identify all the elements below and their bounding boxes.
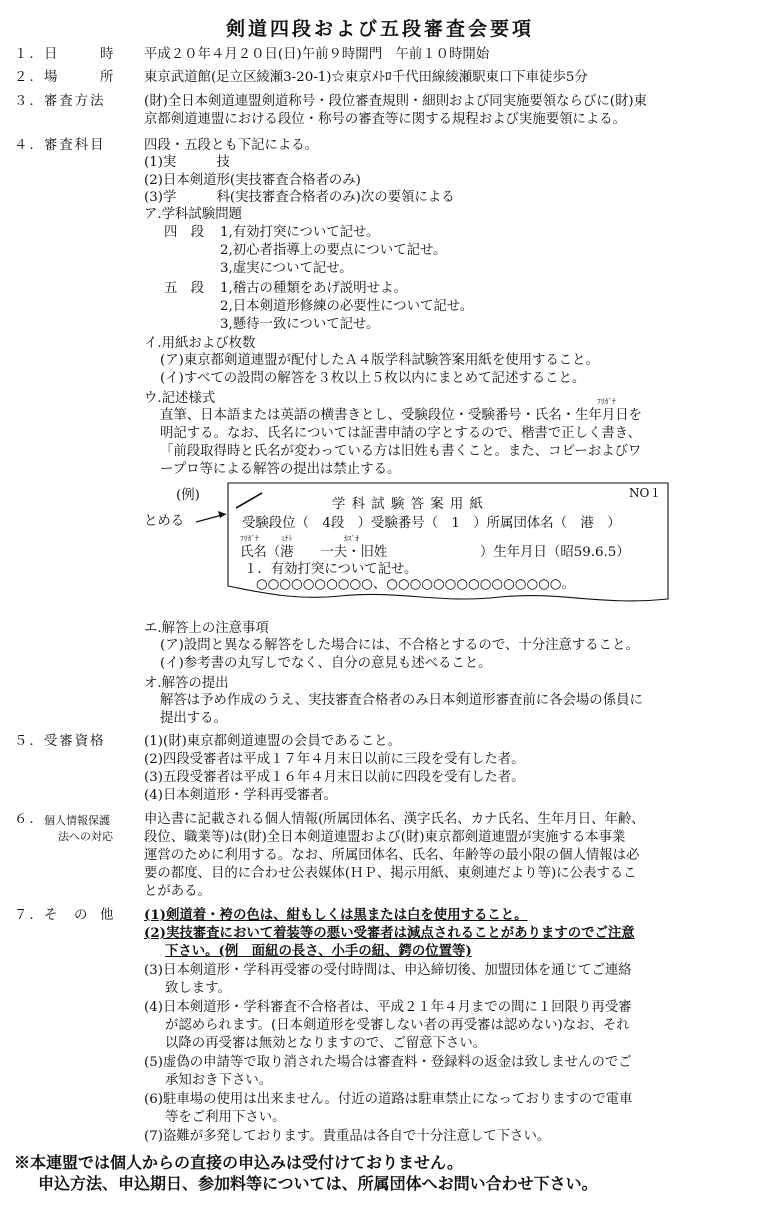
dan-5-question: 3,懸待一致について記せ。 (220, 317, 380, 332)
format-line: 「前段取得時と氏名が変わっている方は旧姓も書くこと。また、コピーおよびワ (160, 444, 642, 459)
section-4-label: 審査科目 (44, 138, 106, 153)
sheet-question: １．有効打突について記せ。 (244, 562, 418, 577)
section-3-line: 京都剣道連盟における段位・称号の審査等に関する規程および実施要領による。 (144, 112, 627, 127)
section-6-label: 個人情報保護 (44, 814, 110, 827)
section-4-item: (2)日本剣道形(実技審査合格者のみ) (144, 173, 361, 188)
paper-line: (イ)すべての設問の解答を３枚以上５枚以内にまとめて記述すること。 (160, 371, 586, 386)
section-7-line: (5)虚偽の申請等で取り消された場合は審査料・登録料の返金は致しませんのでご (144, 1055, 632, 1070)
section-7-label-b: の (74, 908, 88, 923)
staple-label: とめる (144, 514, 185, 529)
format-heading: ウ.記述様式 (144, 391, 216, 406)
answer-notes-line: (ア)設問と異なる解答をした場合には、不合格とするので、十分注意すること。 (160, 638, 639, 653)
section-6-line: 申込書に記載される個人情報(所属団体名、漢字氏名、カナ氏名、生年月日、年齢、 (144, 812, 645, 827)
section-6-line: とがある。 (144, 884, 211, 899)
notice-line: ※本連盟では個人からの直接の申込みは受付けておりません。 (14, 1153, 463, 1172)
section-7-number: ７. (14, 908, 36, 923)
sheet-row-exam-info: 受験段位（ 4段 ）受験番号（ 1 ）所属団体名（ 港 ） (242, 516, 621, 531)
section-2-text: 東京武道館(足立区綾瀬3-20-1)☆東京ﾒﾄﾛ千代田線綾瀬駅東口下車徒歩5分 (144, 70, 588, 85)
section-7-line: 以降の再受審は無効となりますので、ご留意下さい。 (165, 1036, 487, 1051)
section-7-line: (6)駐車場の使用は出来ません。付近の道路は駐車禁止になっておりますので電車 (144, 1092, 633, 1107)
dan-5-question: 2,日本剣道形修練の必要性について記せ。 (220, 299, 474, 314)
section-6-label: 法への対応 (58, 830, 113, 843)
section-2-label-b: 所 (100, 70, 114, 85)
section-5-line: (2)四段受審者は平成１７年４月末日以前に三段を受有した者。 (144, 752, 525, 767)
submission-line: 解答は予め作成のうえ、実技審査合格者のみ日本剣道形審査前に各会場の係員に (160, 693, 643, 708)
dan-5-label: 五 段 (164, 281, 205, 296)
section-1-label-b: 時 (100, 47, 114, 62)
section-7-line: 承知おき下さい。 (165, 1073, 273, 1088)
sheet-title: 学 科 試 験 答 案 用 紙 (332, 497, 484, 512)
section-3-number: ３. (14, 94, 36, 109)
section-4-intro: 四段・五段とも下記による。 (144, 138, 319, 153)
dan-4-question: 2,初心者指導上の要点について記せ。 (220, 243, 447, 258)
sheet-furigana-label: ﾌﾘｶﾞﾅ (240, 534, 259, 543)
page-title: 剣道四段および五段審査会要項 (225, 18, 534, 40)
dan-5-question: 1,稽古の種類をあげ説明せよ。 (220, 281, 407, 296)
answer-notes-line: (イ)参考書の丸写しでなく、自分の意見も述べること。 (160, 656, 492, 671)
section-3-label: 審査方法 (44, 94, 106, 109)
section-2-label-a: 場 (44, 70, 58, 85)
staple-mark (236, 493, 262, 508)
section-7-label-c: 他 (100, 908, 114, 923)
sheet-birthdate: ）生年月日（昭59.6.5） (480, 545, 630, 560)
sheet-furigana-kazuo: ｶｽﾞｵ (344, 534, 359, 543)
section-7-line: 等をご利用下さい。 (165, 1110, 286, 1125)
section-7-line: が認められます。(日本剣道形を受審しない者の再受審は認めない)なお、それ (165, 1018, 630, 1033)
dan-4-question: 3,虚実について記せ。 (220, 261, 353, 276)
format-line: 直筆、日本語または英語の横書きとし、受験段位・受験番号・氏名・生年月日を (160, 408, 643, 423)
section-7-line: (4)日本剣道形・学科審査不合格者は、平成２１年４月までの間に１回限り再受審 (144, 1000, 632, 1015)
staple-arrow-head (218, 511, 226, 518)
furigana-annotation: ﾌﾘｶﾞﾅ (597, 397, 616, 406)
section-6-number: ６. (14, 812, 36, 827)
section-1-text: 平成２０年４月２０日(日)午前９時開門 午前１０時開始 (144, 47, 490, 62)
sheet-number: NO１ (629, 486, 662, 500)
format-line: 明記する。なお、氏名については証書申請の字とするので、楷書で正しく書き、 (160, 426, 641, 441)
paper-line: (ア)東京都剣道連盟が配付したＡ４版学科試験答案用紙を使用すること。 (160, 353, 599, 368)
format-line: ープロ等による解答の提出は禁止する。 (160, 462, 401, 477)
section-5-number: ５. (14, 734, 36, 749)
exam-questions-heading: ア.学科試験問題 (144, 207, 242, 222)
section-5-label: 受審資格 (44, 734, 106, 749)
submission-line: 提出する。 (160, 711, 227, 726)
notice-line: 申込方法、申込期日、参加料等については、所属団体へお問い合わせ下さい。 (38, 1174, 598, 1193)
paper-heading: イ.用紙および枚数 (144, 336, 256, 351)
section-7-line-emphasis: 下さい。(例 面紐の長さ、小手の紐、鍔の位置等) (165, 943, 472, 959)
section-6-line: 段位、職業等)は(財)全日本剣道連盟および(財)東京都剣道連盟が実施する本事業 (144, 830, 626, 845)
section-5-line: (4)日本剣道形・学科再受審者。 (144, 788, 338, 803)
section-5-line: (3)五段受審者は平成１６年４月末日以前に四段を受有した者。 (144, 770, 525, 785)
section-5-line: (1)(財)東京都剣道連盟の会員であること。 (144, 734, 402, 749)
submission-heading: オ.解答の提出 (144, 676, 229, 691)
answer-notes-heading: エ.解答上の注意事項 (144, 621, 269, 636)
dan-4-question: 1,有効打突について記せ。 (220, 225, 380, 240)
section-6-line: 運営のために利用する。なお、所属団体名、氏名、年齢等の最小限の個人情報は必 (144, 848, 640, 863)
section-7-line: (3)日本剣道形・学科再受審の受付時間は、申込締切後、加盟団体を通じてご連絡 (144, 963, 632, 978)
section-4-item: (1)実 技 (144, 155, 230, 170)
section-6-line: 要の都度、目的に合わせ公表媒体(ＨＰ、掲示用紙、東剣連だより等)に公表するこ (144, 866, 637, 881)
section-1-number: １. (14, 47, 36, 62)
dan-4-label: 四 段 (164, 225, 205, 240)
section-3-line: (財)全日本剣道連盟剣道称号・段位審査規則・細則および同実施要領ならびに(財)東 (144, 94, 647, 109)
sheet-name: 氏名（港 一夫・旧姓 (240, 545, 388, 560)
section-7-line-emphasis: (2)実技審査において着装等の悪い受審者は減点されることがありますのでご注意 (144, 925, 635, 941)
section-4-number: ４. (14, 138, 36, 153)
section-2-number: ２. (14, 70, 36, 85)
section-7-line: 致します。 (165, 981, 231, 996)
section-1-label-a: 日 (44, 47, 58, 62)
section-7-label-a: そ (44, 908, 58, 923)
sheet-furigana-minato: ﾐﾅﾄ (281, 534, 293, 543)
example-label: (例) (176, 488, 200, 503)
sheet-answer-circles: ○○○○○○○○○○、○○○○○○○○○○○○○○○。 (256, 577, 575, 592)
section-4-item: (3)学 科(実技審査合格者のみ)次の要領による (144, 190, 455, 205)
section-7-line: (7)盗難が多発しております。貴重品は各自で十分注意して下さい。 (144, 1129, 551, 1144)
section-7-line-emphasis: (1)剣道着・袴の色は、紺もしくは黒または白を使用すること。 (144, 907, 528, 923)
